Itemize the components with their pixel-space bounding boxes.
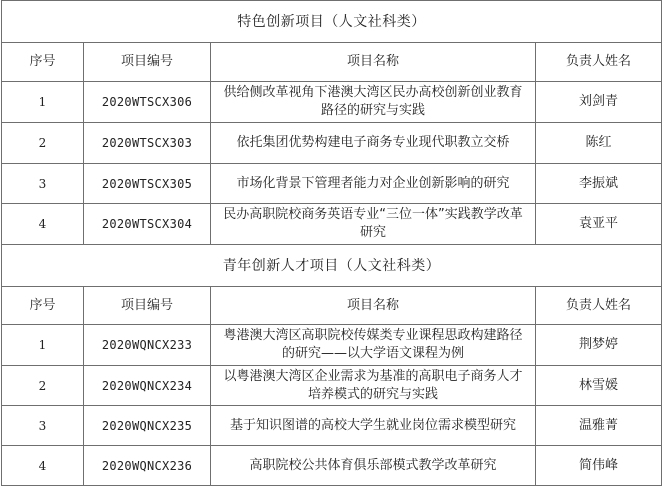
header-cell-no: 序号 <box>2 43 84 82</box>
header-cell-name: 项目名称 <box>211 43 536 82</box>
row-leader: 简伟峰 <box>536 446 662 486</box>
row-leader: 温雅菁 <box>536 406 662 446</box>
row-code: 2020WTSCX303 <box>84 123 211 164</box>
table-row <box>2 446 662 486</box>
row-code: 2020WQNCX234 <box>84 366 211 406</box>
row-no: 4 <box>2 204 84 245</box>
section-1 <box>2 1 662 245</box>
row-name <box>211 325 536 366</box>
row-name <box>211 164 536 204</box>
row-code: 2020WTSCX306 <box>84 82 211 123</box>
row-leader: 李振斌 <box>536 164 662 204</box>
row-leader: 林雪媛 <box>536 366 662 406</box>
row-no: 1 <box>2 325 84 366</box>
row-no: 1 <box>2 82 84 123</box>
row-leader: 陈红 <box>536 123 662 164</box>
row-leader: 袁亚平 <box>536 204 662 245</box>
header-cell-code: 项目编号 <box>84 287 211 325</box>
header-cell-no: 序号 <box>2 287 84 325</box>
table-row <box>2 164 662 204</box>
row-name <box>211 123 536 164</box>
table-row <box>2 325 662 366</box>
table-row <box>2 82 662 123</box>
row-code: 2020WTSCX304 <box>84 204 211 245</box>
row-no: 2 <box>2 123 84 164</box>
row-name <box>211 82 536 123</box>
row-name <box>211 204 536 245</box>
section-title-row <box>2 245 662 287</box>
row-no: 3 <box>2 406 84 446</box>
row-name <box>211 406 536 446</box>
row-no: 3 <box>2 164 84 204</box>
row-name-text: 依托集团优势构建电子商务专业现代职教立交桥 <box>236 135 510 150</box>
row-no: 4 <box>2 446 84 486</box>
row-name-text: 基于知识图谱的高校大学生就业岗位需求模型研究 <box>229 417 516 433</box>
row-no: 2 <box>2 366 84 406</box>
table-row <box>2 123 662 164</box>
header-cell-code: 项目编号 <box>84 43 211 82</box>
section-title: 特色创新项目（人文社科类） <box>2 1 662 43</box>
row-name-text: 高职院校公共体育俱乐部模式教学改革研究 <box>249 457 497 473</box>
header-row <box>2 287 662 325</box>
row-name <box>211 446 536 486</box>
row-leader: 刘剑青 <box>536 82 662 123</box>
row-code: 2020WTSCX305 <box>84 164 211 204</box>
header-cell-leader: 负责人姓名 <box>536 287 662 325</box>
section-2 <box>2 245 662 486</box>
header-row <box>2 43 662 82</box>
table-row <box>2 204 662 245</box>
table-row <box>2 366 662 406</box>
row-name-text: 市场化背景下管理者能力对企业创新影响的研究 <box>236 175 510 191</box>
row-name-text: 供给侧改革视角下港澳大湾区民办高校创新创业教育路径的研究与实践 <box>223 85 523 118</box>
row-code: 2020WQNCX236 <box>84 446 211 486</box>
projects-table <box>1 0 662 486</box>
header-cell-leader: 负责人姓名 <box>536 43 662 82</box>
row-name-text: 粤港澳大湾区高职院校传媒类专业课程思政构建路径的研究——以大学语文课程为例 <box>223 328 523 361</box>
section-title: 青年创新人才项目（人文社科类） <box>2 245 662 287</box>
row-code: 2020WQNCX233 <box>84 325 211 366</box>
row-name-text: 以粤港澳大湾区企业需求为基准的高职电子商务人才培养模式的研究与实践 <box>223 368 523 402</box>
section-title-row <box>2 1 662 43</box>
header-cell-name: 项目名称 <box>211 287 536 325</box>
row-leader: 荆梦婷 <box>536 325 662 366</box>
table-row <box>2 406 662 446</box>
row-code: 2020WQNCX235 <box>84 406 211 446</box>
row-name <box>211 366 536 406</box>
row-name-text: 民办高职院校商务英语专业“三位一体”实践教学改革研究 <box>223 207 523 240</box>
